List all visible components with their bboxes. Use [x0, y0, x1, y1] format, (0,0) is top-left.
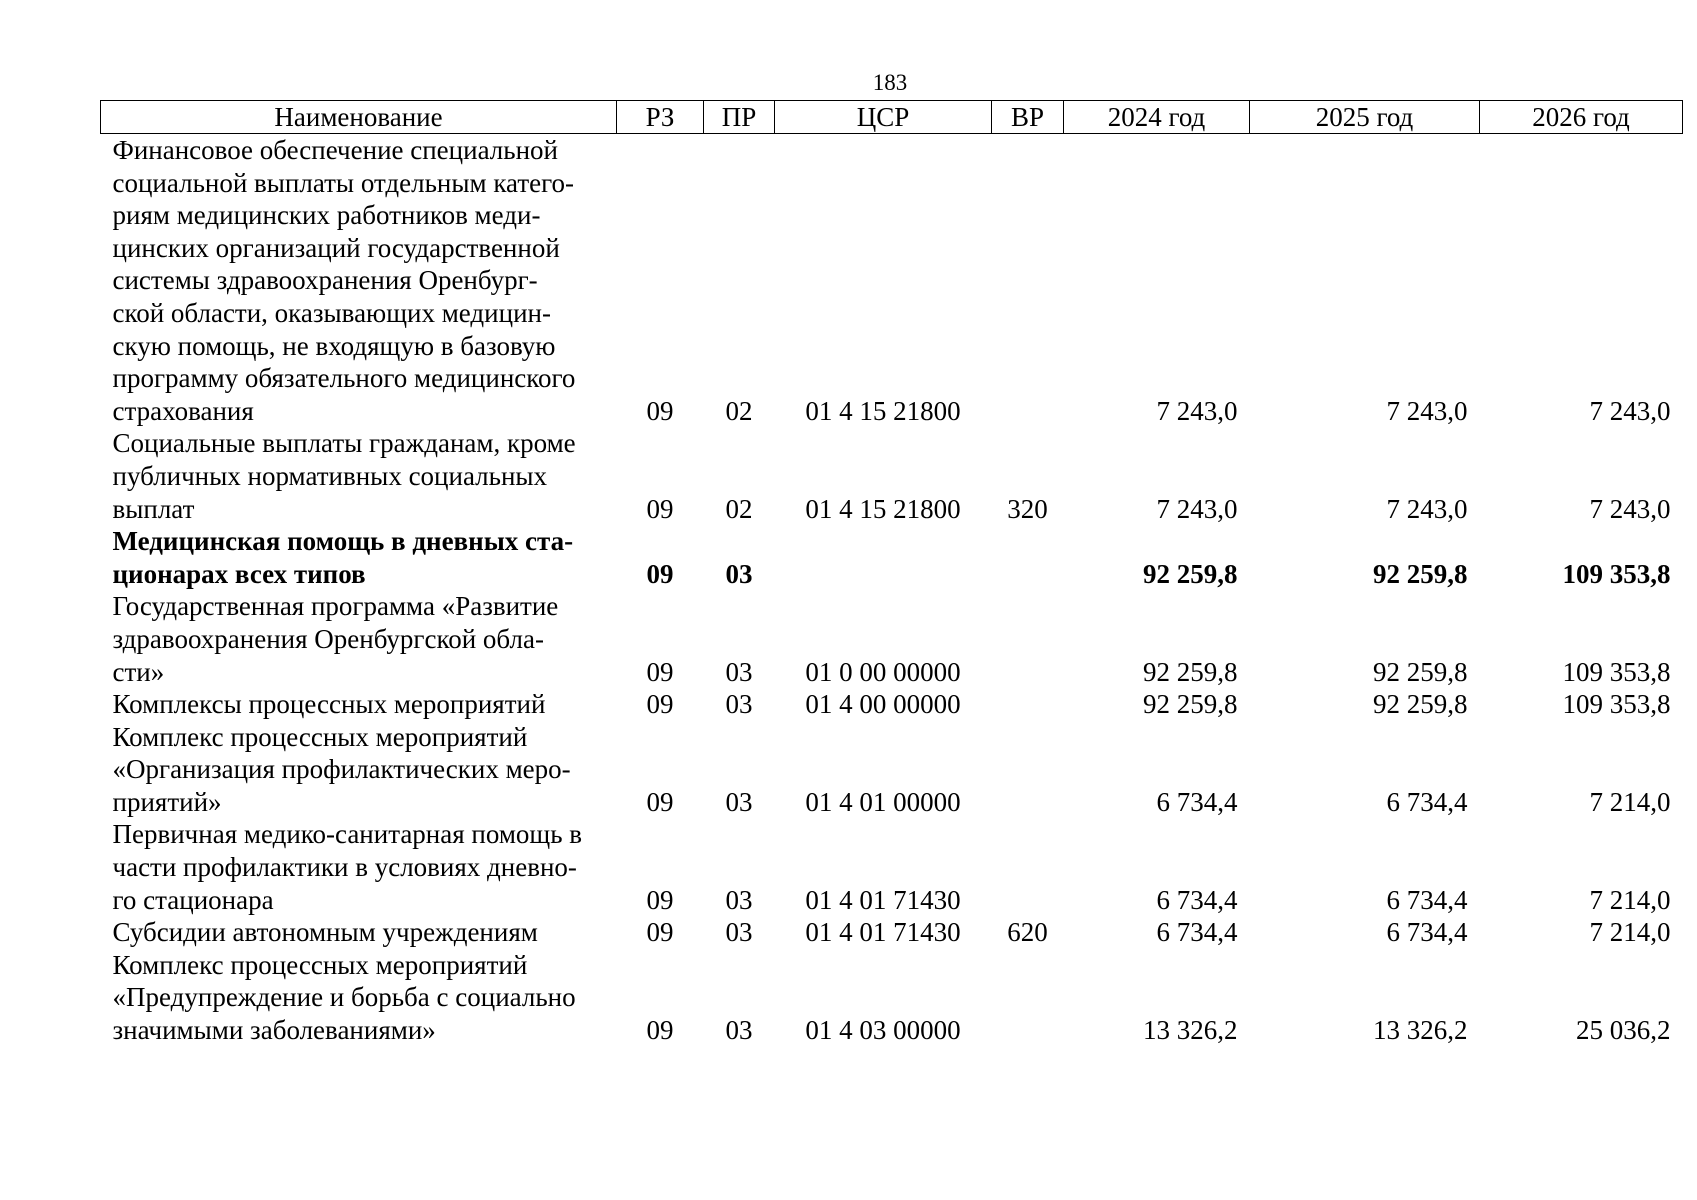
row-csr-cell: 01 4 15 21800	[805, 493, 961, 524]
row-2024-cell: 92 259,8	[1143, 558, 1238, 589]
row-name-line: системы здравоохранения Оренбург-	[112, 265, 538, 296]
row-2025-cell: 6 734,4	[1386, 786, 1468, 817]
row-csr-cell: 01 4 00 00000	[805, 689, 961, 720]
column-header-csr: ЦСР	[775, 101, 992, 134]
row-2026-cell: 25 036,2	[1576, 1015, 1671, 1046]
row-name-line: цинских организаций государственной	[112, 232, 560, 263]
column-header-vr: ВР	[992, 101, 1064, 134]
row-2025-cell: 6 734,4	[1386, 884, 1468, 915]
row-name-line: Первичная медико-санитарная помощь в	[112, 819, 583, 850]
row-vr-cell	[992, 818, 1064, 916]
row-pr-cell: 02	[725, 493, 753, 524]
row-name-line: выплат	[112, 493, 195, 524]
row-rz-cell: 09	[646, 689, 674, 720]
row-name-line: части профилактики в условиях дневно-	[112, 852, 577, 883]
table-row	[101, 427, 1683, 525]
column-header-name: Наименование	[101, 101, 617, 134]
row-csr-cell: 01 0 00 00000	[805, 656, 961, 687]
row-name-line: значимыми заболеваниями»	[112, 1015, 436, 1046]
column-header-2025: 2025 год	[1250, 101, 1480, 134]
row-name-cell	[101, 525, 617, 590]
row-pr-cell: 03	[725, 884, 753, 915]
row-2024-cell: 13 326,2	[1143, 1015, 1238, 1046]
row-vr-cell	[992, 590, 1064, 688]
row-2025-cell: 7 243,0	[1386, 493, 1468, 524]
row-2026-cell: 109 353,8	[1562, 689, 1671, 720]
row-name-line: Финансовое обеспечение специальной	[112, 135, 558, 165]
row-name-cell	[101, 721, 617, 819]
row-2025-cell: 7 243,0	[1386, 395, 1468, 426]
row-name-line: ционарах всех типов	[112, 558, 366, 589]
table-header-row	[101, 101, 1683, 134]
row-pr-cell: 03	[725, 917, 753, 948]
column-header-2026: 2026 год	[1480, 101, 1683, 134]
table-body	[101, 134, 1683, 1047]
row-2025-cell: 13 326,2	[1373, 1015, 1468, 1046]
table-row	[101, 818, 1683, 916]
row-name-line: Комплекс процессных мероприятий	[112, 949, 528, 980]
row-name-line: Государственная программа «Развитие	[112, 591, 559, 622]
table-row	[101, 916, 1683, 949]
row-pr-cell: 03	[725, 1015, 753, 1046]
row-2026-cell: 109 353,8	[1562, 656, 1671, 687]
row-2024-cell: 6 734,4	[1156, 786, 1238, 817]
budget-table	[100, 100, 1683, 1047]
row-2026-cell: 7 214,0	[1589, 917, 1671, 948]
row-pr-cell: 02	[725, 395, 753, 426]
row-name-line: скую помощь, не входящую в базовую	[112, 330, 556, 361]
row-csr-cell	[775, 525, 992, 590]
row-name-line: страхования	[112, 395, 254, 426]
row-csr-cell: 01 4 01 00000	[805, 786, 961, 817]
page-number: 183	[872, 70, 908, 95]
row-2024-cell: 6 734,4	[1156, 917, 1238, 948]
row-vr-cell: 620	[1007, 917, 1048, 948]
row-2025-cell: 6 734,4	[1386, 917, 1468, 948]
table-row	[101, 949, 1683, 1047]
row-name-cell	[101, 590, 617, 688]
table-row	[101, 525, 1683, 590]
row-name-line: Комплекс процессных мероприятий	[112, 721, 528, 752]
row-name-cell	[101, 427, 617, 525]
row-name-cell	[101, 949, 617, 1047]
row-rz-cell: 09	[646, 395, 674, 426]
row-name-line: Комплексы процессных мероприятий	[112, 689, 546, 720]
column-header-2024: 2024 год	[1064, 101, 1250, 134]
row-name-line: публичных нормативных социальных	[112, 460, 548, 491]
row-rz-cell: 09	[646, 493, 674, 524]
row-name-cell	[101, 916, 617, 949]
row-name-line: риям медицинских работников меди-	[112, 200, 541, 231]
row-name-line: Медицинская помощь в дневных ста-	[112, 526, 574, 557]
row-name-line: социальной выплаты отдельным катего-	[112, 167, 575, 198]
row-name-cell	[101, 134, 617, 428]
row-2025-cell: 92 259,8	[1373, 689, 1468, 720]
column-header-pr: ПР	[704, 101, 775, 134]
row-vr-cell	[992, 721, 1064, 819]
row-rz-cell: 09	[646, 917, 674, 948]
row-2026-cell: 7 243,0	[1589, 493, 1671, 524]
row-name-cell	[101, 818, 617, 916]
table-row	[101, 134, 1683, 428]
row-vr-cell	[992, 688, 1064, 721]
row-csr-cell: 01 4 01 71430	[805, 917, 961, 948]
row-name-line: ской области, оказывающих медицин-	[112, 297, 551, 328]
row-name-line: Субсидии автономным учреждениям	[112, 917, 538, 948]
row-2025-cell: 92 259,8	[1373, 656, 1468, 687]
row-2026-cell: 109 353,8	[1562, 558, 1671, 589]
row-rz-cell: 09	[646, 656, 674, 687]
row-vr-cell	[992, 525, 1064, 590]
row-2024-cell: 7 243,0	[1156, 493, 1238, 524]
row-2026-cell: 7 214,0	[1589, 786, 1671, 817]
row-2026-cell: 7 243,0	[1589, 395, 1671, 426]
row-csr-cell: 01 4 01 71430	[805, 884, 961, 915]
row-vr-cell: 320	[1007, 493, 1048, 524]
row-rz-cell: 09	[646, 558, 674, 589]
row-2024-cell: 6 734,4	[1156, 884, 1238, 915]
row-vr-cell	[992, 134, 1064, 428]
row-vr-cell	[992, 949, 1064, 1047]
row-pr-cell: 03	[725, 656, 753, 687]
row-2026-cell: 7 214,0	[1589, 884, 1671, 915]
table-row	[101, 590, 1683, 688]
table-row	[101, 688, 1683, 721]
row-rz-cell: 09	[646, 1015, 674, 1046]
row-name-cell	[101, 688, 617, 721]
row-2024-cell: 92 259,8	[1143, 656, 1238, 687]
row-csr-cell: 01 4 03 00000	[805, 1015, 961, 1046]
row-name-line: «Предупреждение и борьба с социально	[112, 982, 576, 1013]
row-name-line: «Организация профилактических меро-	[112, 754, 571, 785]
row-name-line: приятий»	[112, 786, 222, 817]
row-name-line: сти»	[112, 656, 165, 687]
row-rz-cell: 09	[646, 786, 674, 817]
row-2024-cell: 7 243,0	[1156, 395, 1238, 426]
row-rz-cell: 09	[646, 884, 674, 915]
row-name-line: здравоохранения Оренбургской обла-	[112, 623, 544, 654]
row-csr-cell: 01 4 15 21800	[805, 395, 961, 426]
table-row	[101, 721, 1683, 819]
row-name-line: Социальные выплаты гражданам, кроме	[112, 428, 576, 459]
column-header-rz: РЗ	[617, 101, 704, 134]
row-2025-cell: 92 259,8	[1373, 558, 1468, 589]
row-pr-cell: 03	[725, 689, 753, 720]
row-name-line: программу обязательного медицинского	[112, 363, 576, 394]
row-pr-cell: 03	[725, 786, 753, 817]
row-2024-cell: 92 259,8	[1143, 689, 1238, 720]
row-pr-cell: 03	[725, 558, 753, 589]
row-name-line: го стационара	[112, 884, 274, 915]
